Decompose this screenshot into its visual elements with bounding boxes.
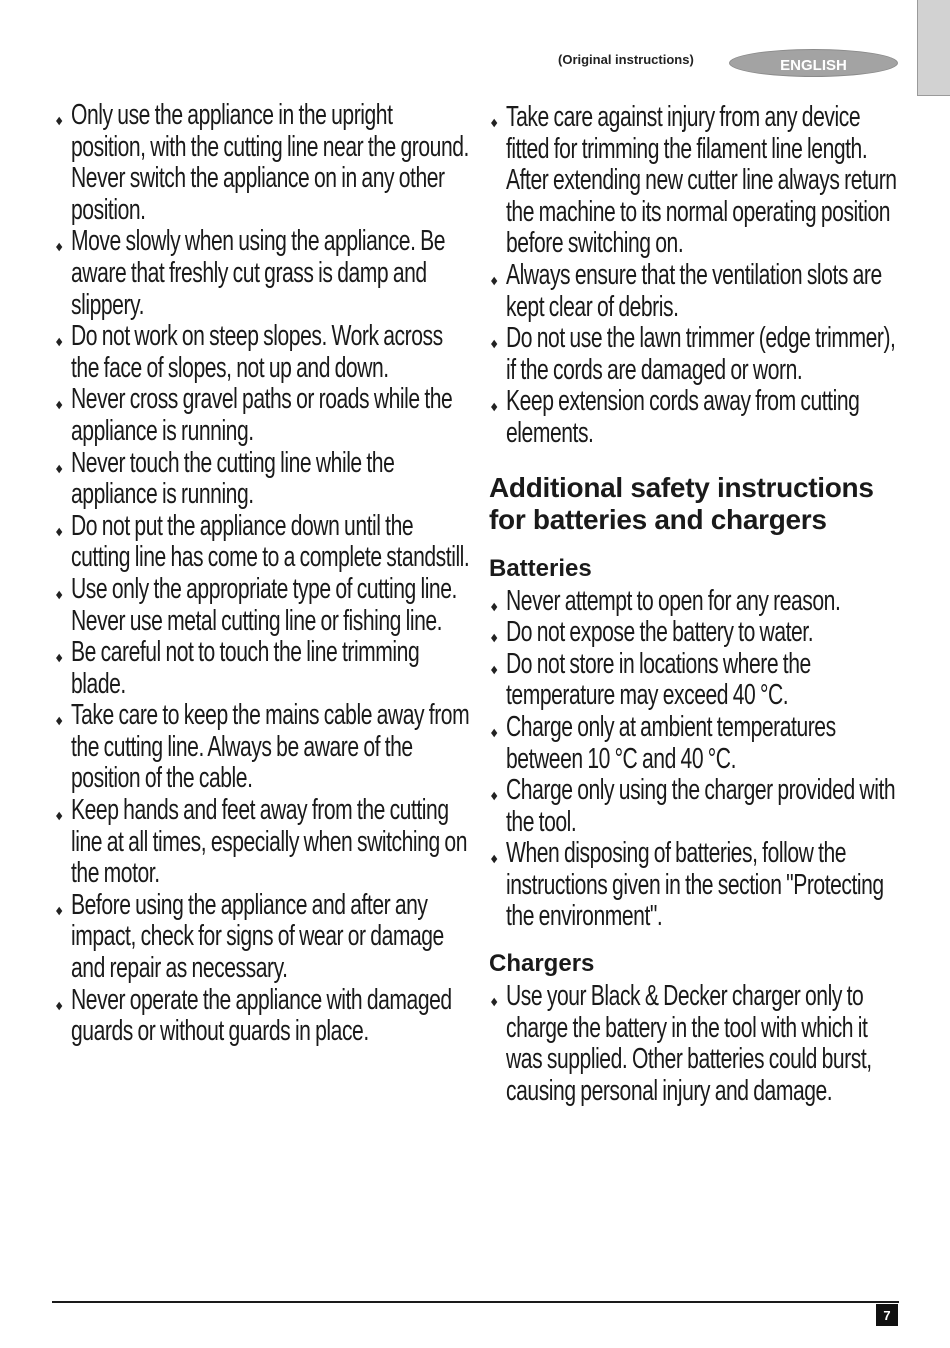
list-item: Charge only at ambient temperatures between 10 °C and 40 °C. <box>489 712 906 775</box>
list-item: Keep hands and feet away from the cutting line at all times, especially when switching on the motor. <box>54 795 471 890</box>
bullet-icon <box>491 340 497 348</box>
list-item: Keep extension cords away from cutting elements. <box>489 386 906 449</box>
chargers-heading: Chargers <box>489 950 595 978</box>
list-item: Use only the appropriate type of cutting line. Never use metal cutting line or fishing line. <box>54 574 471 637</box>
side-tab <box>917 0 950 96</box>
bullet-icon <box>491 792 497 800</box>
safety-list-right <box>489 102 909 450</box>
list-item: Do not store in locations where the temperature may exceed 40 °C. <box>489 649 906 712</box>
section-title: Additional safety instructions for batteries and chargers <box>489 471 874 535</box>
list-item: Only use the appliance in the upright position, with the cutting line near the ground. Never switch the appliance on in any other position. <box>54 100 471 226</box>
page-number: 7 <box>876 1304 898 1326</box>
bullet-icon <box>491 855 497 863</box>
bullet-icon <box>56 907 62 915</box>
list-item: Do not work on steep slopes. Work across the face of slopes, not up and down. <box>54 321 471 384</box>
list-item: Never cross gravel paths or roads while the appliance is running. <box>54 384 471 447</box>
bullet-icon <box>56 401 62 409</box>
list-item: Be careful not to touch the line trimming blade. <box>54 637 471 700</box>
list-item: Charge only using the charger provided with the tool. <box>489 775 906 838</box>
list-item: Do not put the appliance down until the cutting line has come to a complete standstill. <box>54 511 471 574</box>
list-item: Do not use the lawn trimmer (edge trimmer), if the cords are damaged or worn. <box>489 323 906 386</box>
bullet-icon <box>56 654 62 662</box>
chargers-list <box>489 981 909 1107</box>
list-item: Before using the appliance and after any impact, check for signs of wear or damage and repair as necessary. <box>54 890 471 985</box>
bullet-icon <box>56 117 62 125</box>
language-badge: ENGLISH <box>729 49 898 77</box>
list-item: Use your Black & Decker charger only to charge the battery in the tool with which it was supplied. Other batteries could burst, causing personal injury and damage. <box>489 981 906 1107</box>
list-item: Take care to keep the mains cable away from the cutting line. Always be aware of the position of the cable. <box>54 700 471 795</box>
bullet-icon <box>56 464 62 472</box>
list-item: Never operate the appliance with damaged guards or without guards in place. <box>54 985 471 1048</box>
list-item: When disposing of batteries, follow the instructions given in the section "Protecting the environment". <box>489 838 906 933</box>
list-item: Never attempt to open for any reason. <box>489 586 906 618</box>
bullet-icon <box>56 717 62 725</box>
batteries-heading: Batteries <box>489 554 592 582</box>
bullet-icon <box>56 1001 62 1009</box>
bullet-icon <box>56 527 62 535</box>
list-item: Move slowly when using the appliance. Be aware that freshly cut grass is damp and slippery. <box>54 226 471 321</box>
list-item: Never touch the cutting line while the appliance is running. <box>54 448 471 511</box>
bullet-icon <box>56 812 62 820</box>
right-column <box>489 102 909 1107</box>
bullet-icon <box>491 602 497 610</box>
bullet-icon <box>56 243 62 251</box>
safety-list-left <box>54 100 474 1048</box>
bullet-icon <box>491 119 497 127</box>
list-item: Take care against injury from any device fitted for trimming the filament line length. After extending new cutter line always return the machine to its normal operating position before switching on. <box>489 102 906 260</box>
bullet-icon <box>56 338 62 346</box>
bullet-icon <box>491 729 497 737</box>
list-item: Do not expose the battery to water. <box>489 617 906 649</box>
list-item: Always ensure that the ventilation slots are kept clear of debris. <box>489 260 906 323</box>
bullet-icon <box>491 277 497 285</box>
batteries-list <box>489 586 909 934</box>
left-column <box>54 100 474 1048</box>
bullet-icon <box>491 665 497 673</box>
bullet-icon <box>56 591 62 599</box>
footer-divider <box>52 1301 899 1303</box>
bullet-icon <box>491 403 497 411</box>
bullet-icon <box>491 634 497 642</box>
bullet-icon <box>491 998 497 1006</box>
original-instructions-label: (Original instructions) <box>558 52 694 67</box>
